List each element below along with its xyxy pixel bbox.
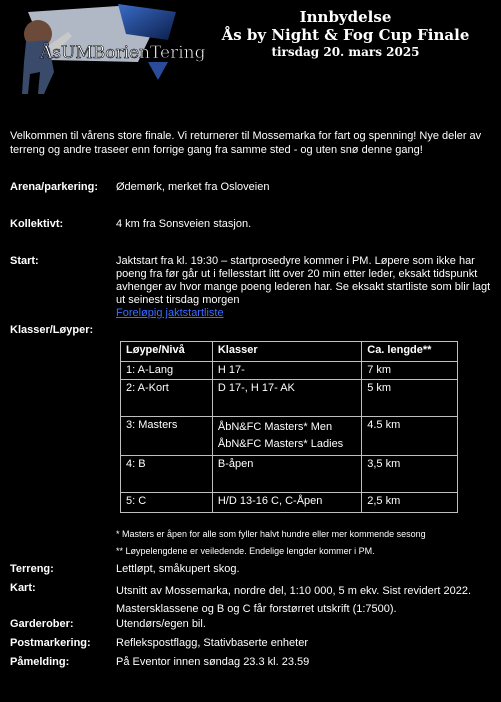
cell-klasser: D 17-, H 17- AK bbox=[212, 380, 361, 417]
arena-value: Ødemørk, merket fra Osloveien bbox=[116, 181, 270, 193]
class-name: ÅbN&FC Masters* Ladies bbox=[217, 438, 344, 450]
cell-lengde: 5 km bbox=[362, 380, 458, 417]
garderober-value: Utendørs/egen bil. bbox=[116, 618, 206, 630]
postmarkering-label: Postmarkering: bbox=[10, 637, 91, 649]
table-row bbox=[121, 380, 458, 417]
page-header bbox=[190, 8, 501, 60]
cell-loype: 4: B bbox=[121, 456, 213, 493]
terreng-label: Terreng: bbox=[10, 563, 54, 575]
garderober-label: Garderober: bbox=[10, 618, 74, 630]
table-row bbox=[121, 362, 458, 380]
pamelding-label: Påmelding: bbox=[10, 656, 70, 668]
length-note: ** Løypelengdene er veiledende. Endelige lengder kommer i PM. bbox=[116, 546, 375, 556]
arena-label: Arena/parkering: bbox=[10, 181, 99, 193]
classes-table bbox=[120, 341, 458, 513]
table-row bbox=[121, 493, 458, 513]
klasser-label: Klasser/Løyper: bbox=[10, 324, 94, 336]
kollektiv-value: 4 km fra Sonsveien stasjon. bbox=[116, 218, 252, 230]
cell-lengde: 3,5 km bbox=[362, 456, 458, 493]
table-header-row bbox=[121, 342, 458, 362]
cell-klasser: B-åpen bbox=[212, 456, 361, 493]
jaktstart-link[interactable]: Foreløpig jaktstartliste bbox=[116, 307, 224, 319]
cell-loype: 2: A-Kort bbox=[121, 380, 213, 417]
kart-text: Utsnitt av Mossemarka, nordre del, 1:10 000, 5 m ekv. Sist revidert 2022. bbox=[116, 585, 472, 597]
postmarkering-value: Reflekspostflagg, Stativbaserte enheter bbox=[116, 637, 309, 649]
cell-loype: 5: C bbox=[121, 493, 213, 513]
cell-lengde: 2,5 km bbox=[362, 493, 458, 513]
cell-loype: 1: A-Lang bbox=[121, 362, 213, 380]
event-date: tirsdag 20. mars 2025 bbox=[271, 45, 420, 59]
cell-klasser bbox=[212, 417, 361, 456]
event-name: Ås by Night & Fog Cup Finale bbox=[221, 26, 470, 44]
cell-klasser: H/D 13-16 C, C-Åpen bbox=[212, 493, 361, 513]
header-klasser: Klasser bbox=[212, 342, 361, 362]
event-logo bbox=[8, 2, 206, 98]
table-row bbox=[121, 417, 458, 456]
table-row bbox=[121, 456, 458, 493]
logo-text: ÅsUMBorienTering bbox=[40, 43, 206, 63]
intro-text: Velkommen til vårens store finale. Vi returnerer til Mossemarka for fart og spenning! Nye deler av terreng og andre traseer enn forrige gang fra samme sted - og uten snø denne gang! bbox=[10, 130, 482, 156]
terreng-value: Lettløpt, småkupert skog. bbox=[116, 563, 240, 575]
start-text: Jaktstart fra kl. 19:30 – startprosedyre kommer i PM. Løpere som ikke har poeng fra før går ut i fellesstart litt over 20 min etter leder, eksakt tidspunkt avhenger av hvor mange poeng lederen har. Se eksakt startliste som blir lagt ut seinest tirsdag morgen bbox=[116, 255, 491, 306]
kollektiv-label: Kollektivt: bbox=[10, 218, 64, 230]
cell-lengde: 4.5 km bbox=[362, 417, 458, 456]
kart-text-2: Mastersklassene og B og C får forstørret utskrift (1:7500). bbox=[116, 603, 397, 615]
class-name: ÅbN&FC Masters* Men bbox=[217, 421, 333, 433]
cell-klasser: H 17- bbox=[212, 362, 361, 380]
start-value bbox=[116, 255, 491, 320]
header-loype: Løype/Nivå bbox=[121, 342, 213, 362]
header-lengde: Ca. lengde** bbox=[362, 342, 458, 362]
kart-value bbox=[116, 582, 491, 618]
kart-label: Kart: bbox=[10, 582, 36, 594]
start-label: Start: bbox=[10, 255, 39, 267]
cell-lengde: 7 km bbox=[362, 362, 458, 380]
cell-loype: 3: Masters bbox=[121, 417, 213, 456]
pamelding-value: På Eventor innen søndag 23.3 kl. 23.59 bbox=[116, 656, 310, 668]
page-title: Innbydelse bbox=[299, 8, 392, 26]
masters-note: * Masters er åpen for alle som fyller halvt hundre eller mer kommende sesong bbox=[116, 529, 426, 539]
